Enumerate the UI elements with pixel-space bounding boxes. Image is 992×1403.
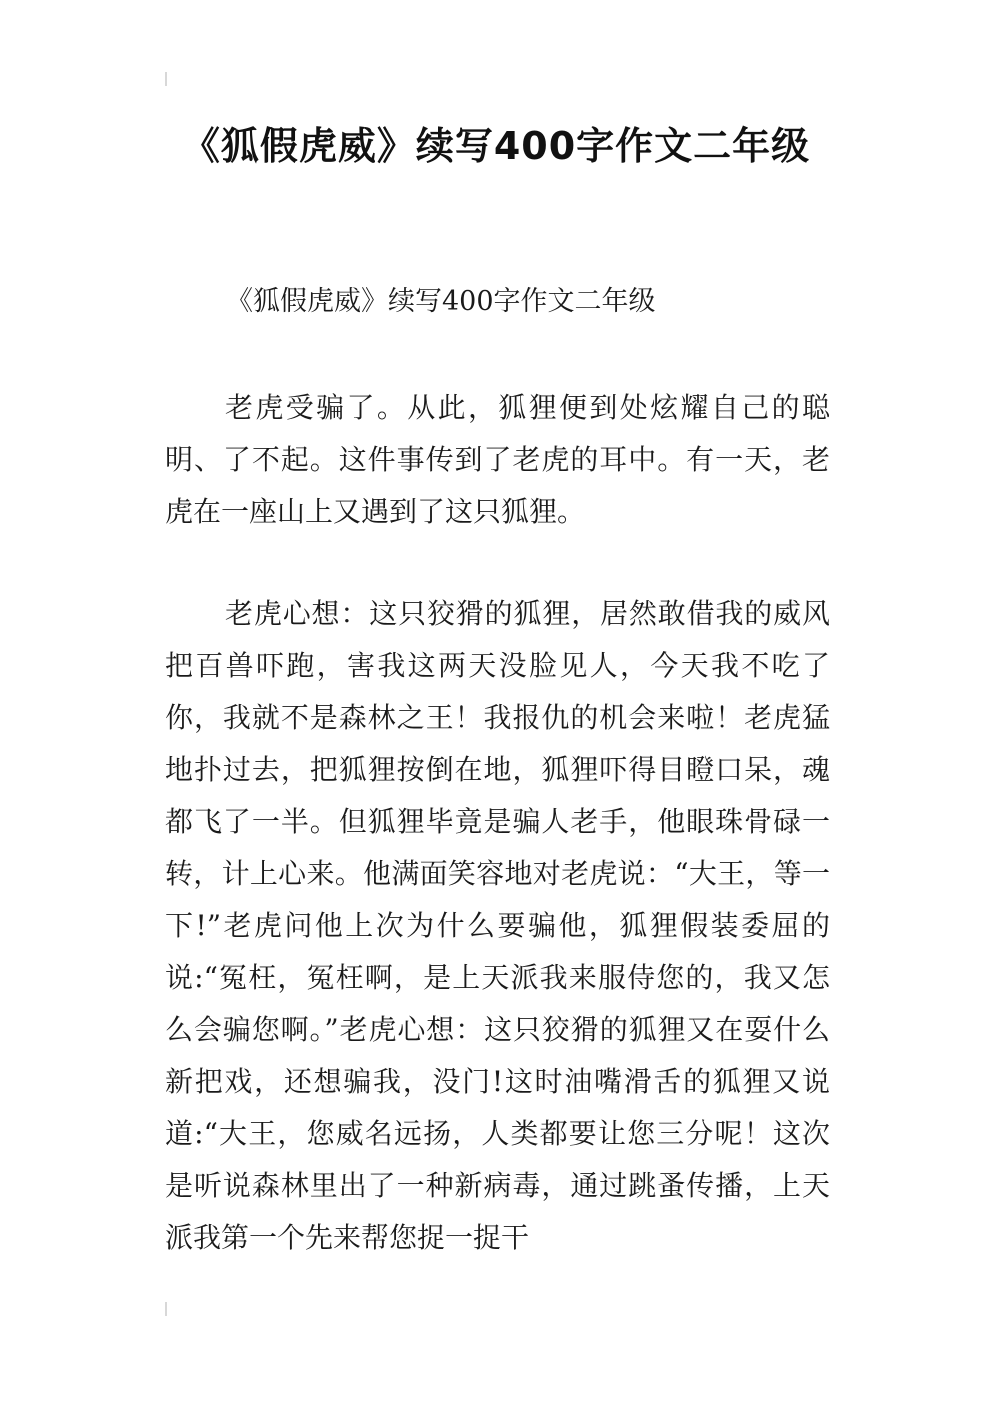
page-corner-mark-top: [165, 72, 167, 86]
document-title: 《狐假虎威》续写400字作文二年级: [181, 124, 811, 168]
page-corner-mark-bottom: [165, 1302, 167, 1316]
paragraph-2: 老虎心想：这只狡猾的狐狸，居然敢借我的威风把百兽吓跑，害我这两天没脸见人，今天我不吃了你，我就不是森林之王！我报仇的机会来啦！老虎猛地扑过去，把狐狸按倒在地，狐狸吓得目瞪口呆，魂都飞了一半。但狐狸毕竟是骗人老手，他眼珠骨碌一转，计上心来。他满面笑容地对老虎说：“大王，等一下!”老虎问他上次为什么要骗他，狐狸假装委屈的说:“冤枉，冤枉啊，是上天派我来服侍您的，我又怎么会骗您啊。”老虎心想：这只狡猾的狐狸又在耍什么新把戏，还想骗我，没门!这时油嘴滑舌的狐狸又说道:“大王，您威名远扬，人类都要让您三分呢！这次是听说森林里出了一种新病毒，通过跳蚤传播，上天派我第一个先来帮您捉一捉干: [165, 597, 830, 1254]
document-subtitle: 《狐假虎威》续写400字作文二年级: [226, 286, 656, 317]
paragraph-1: 老虎受骗了。从此，狐狸便到处炫耀自己的聪明、了不起。这件事传到了老虎的耳中。有一天，老虎在一座山上又遇到了这只狐狸。: [165, 391, 830, 528]
